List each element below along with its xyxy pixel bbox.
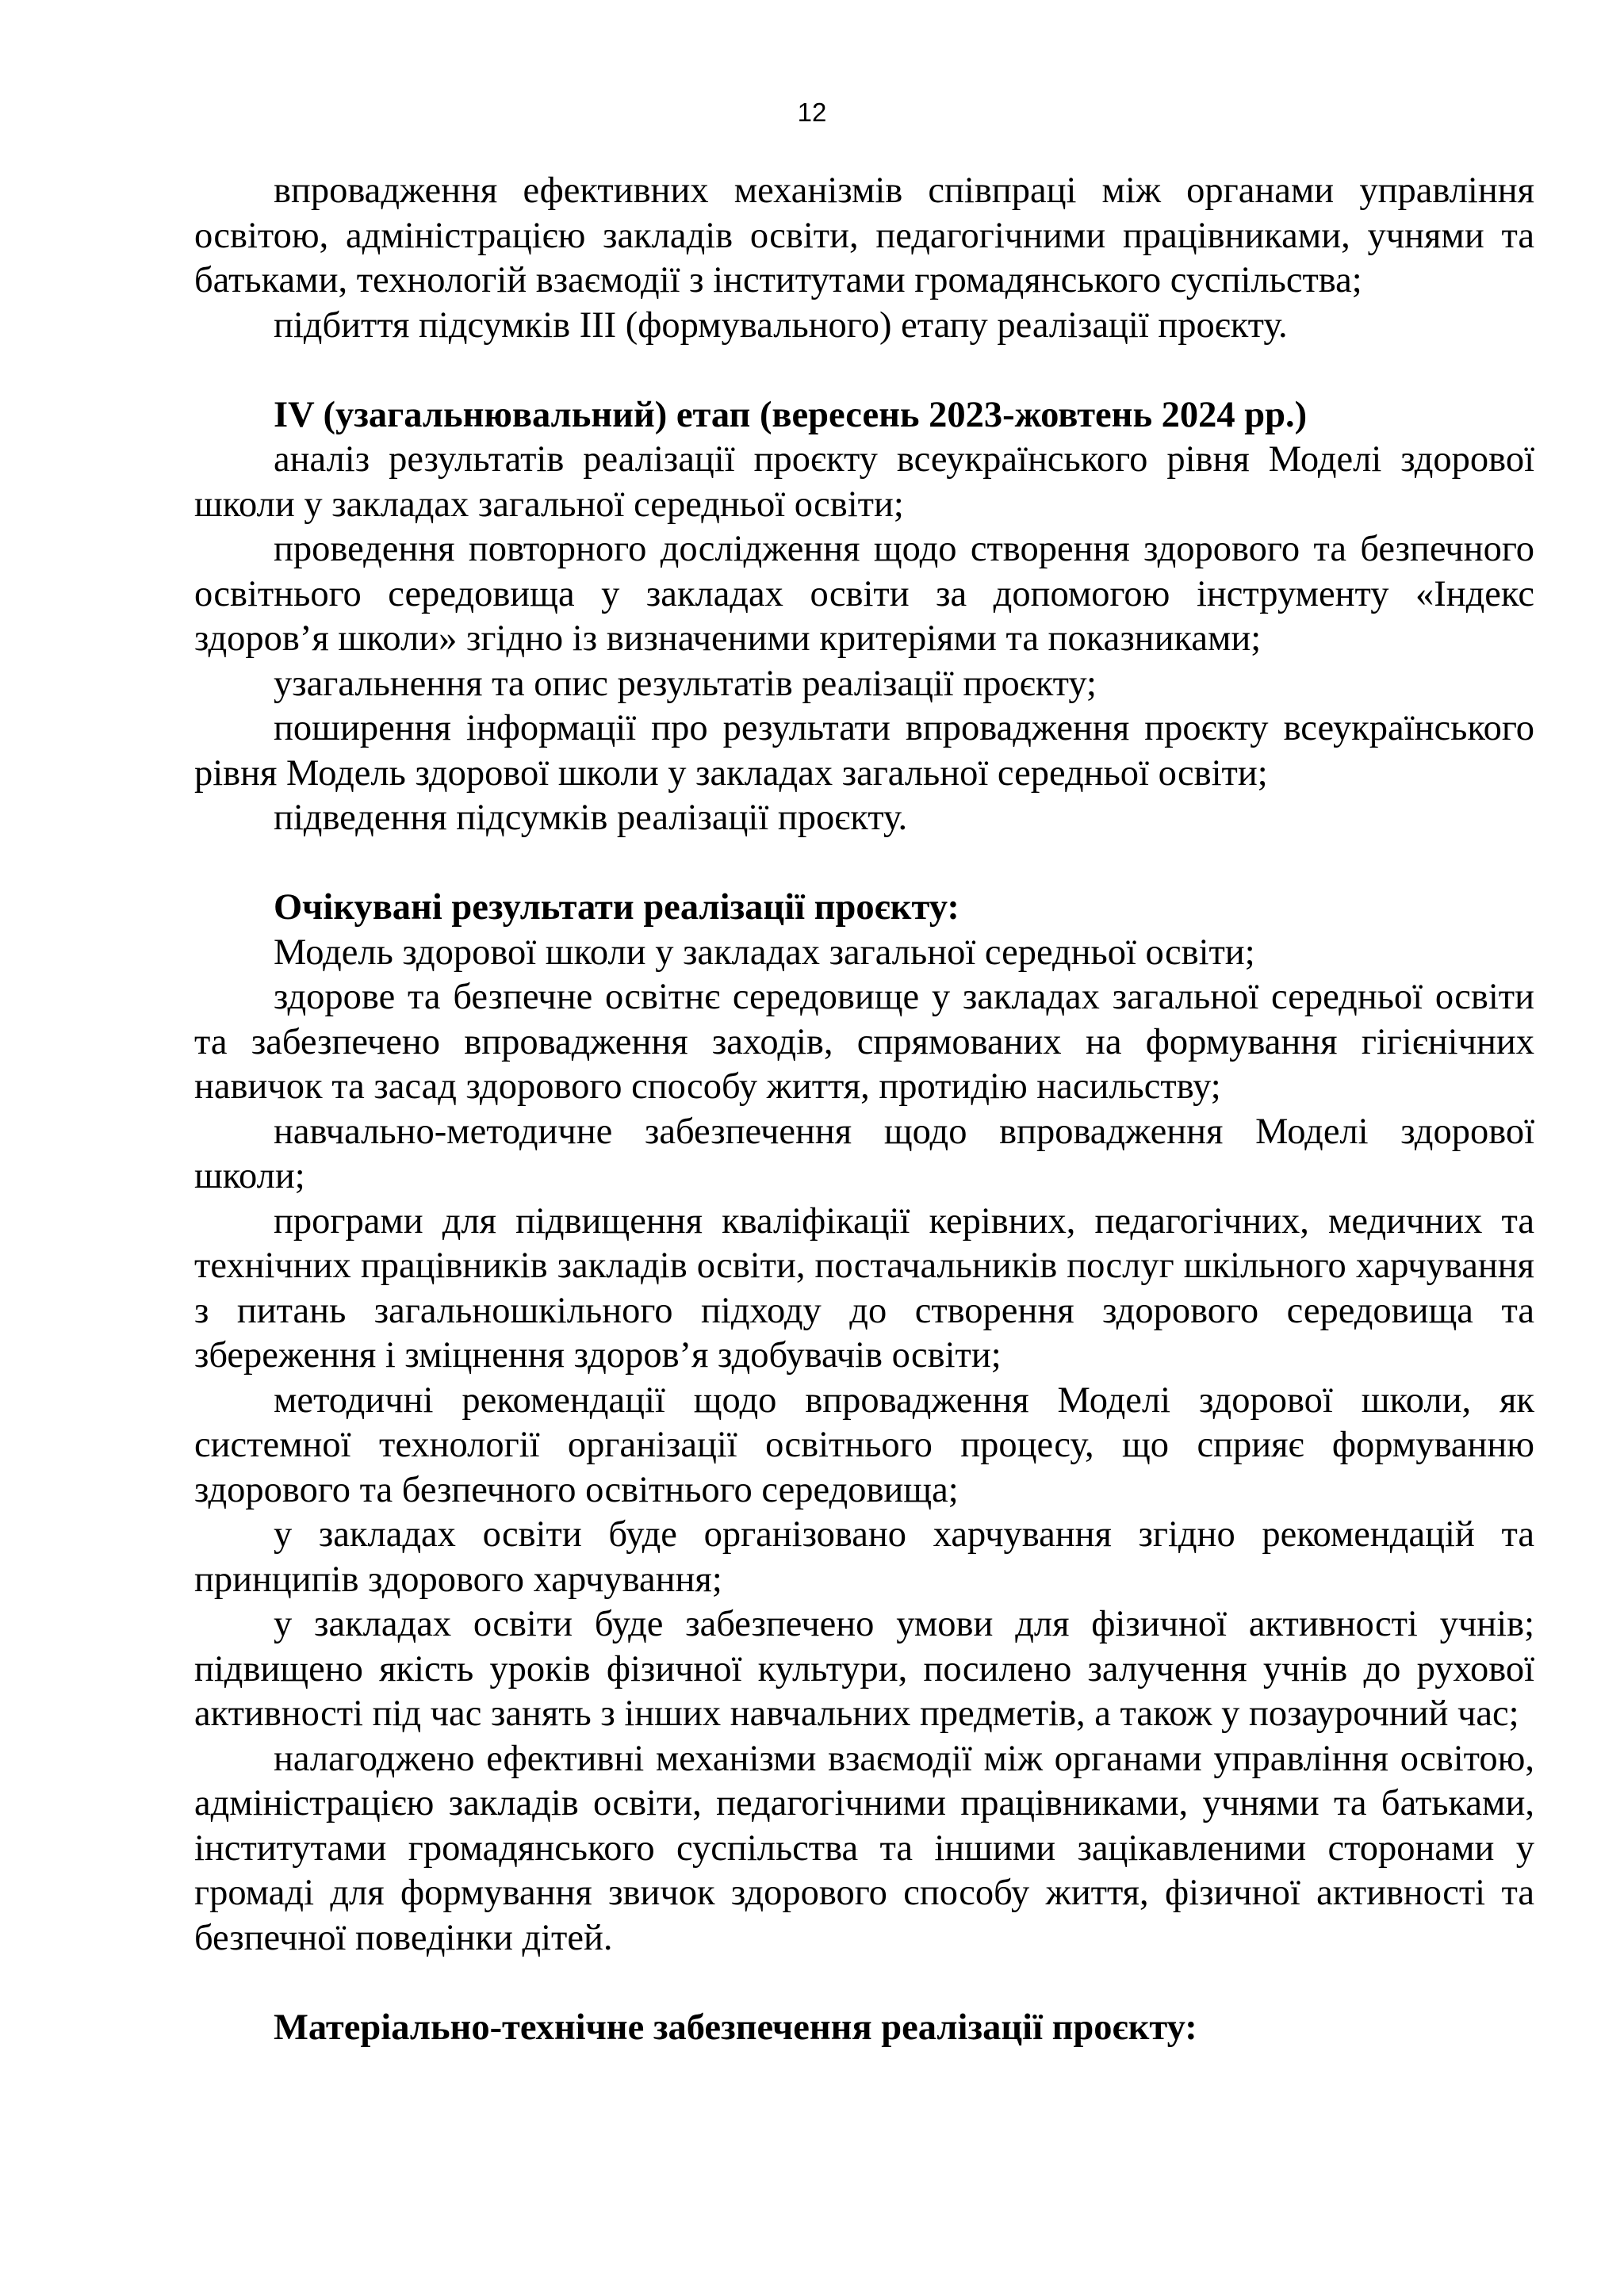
list-item: підведення підсумків реалізації проєкту. — [274, 798, 908, 838]
list-item: здорове та безпечне освітнє середовище у закладах загальної середньої освіти та забезпечено впровадження заходів, спрямованих на формування гігієнічних навичок та засад здорового способу життя, протидію насильству; — [194, 977, 1534, 1107]
list-item: аналіз результатів реалізації проєкту всеукраїнського рівня Моделі здорової школи у закладах загальної середньої освіти; — [194, 439, 1534, 525]
list-item: методичні рекомендації щодо впровадження Моделі здорової школи, як системної технології організації освітнього процесу, що сприяє формуванню здорового та безпечного освітнього середовища; — [194, 1380, 1534, 1510]
list-item: проведення повторного дослідження щодо створення здорового та безпечного освітнього середовища у закладах освіти за допомогою інструменту «Індекс здоров’я школи» згідно із визначеними критеріями та показниками; — [194, 529, 1534, 659]
document-body — [194, 169, 1534, 2050]
section-heading-material-support: Матеріально-технічне забезпечення реалізації проєкту: — [274, 2007, 1197, 2048]
list-item: навчально-методичне забезпечення щодо впровадження Моделі здорової школи; — [194, 1111, 1534, 1196]
page-number: 12 — [797, 98, 827, 127]
list-item: поширення інформації про результати впровадження проєкту всеукраїнського рівня Модель здорової школи у закладах загальної середньої освіти; — [194, 708, 1534, 794]
paragraph: підбиття підсумків ІІІ (формувального) етапу реалізації проєкту. — [274, 304, 1288, 346]
section-heading-stage-4: IV (узагальнювальний) етап (вересень 2023-жовтень 2024 рр.) — [274, 394, 1308, 435]
list-item: у закладах освіти буде забезпечено умови для фізичної активності учнів; підвищено якість уроків фізичної культури, посилено залучення учнів до рухової активності під час занять з інших навчальних предметів, а також у позаурочний час; — [194, 1604, 1534, 1734]
section-heading-expected-results: Очікувані результати реалізації проєкту: — [274, 887, 959, 928]
list-item: у закладах освіти буде організовано харчування згідно рекомендацій та принципів здорового харчування; — [194, 1514, 1534, 1600]
list-item: налагоджено ефективні механізми взаємодії між органами управління освітою, адміністрацією закладів освіти, педагогічними працівниками, учнями та батьками, інститутами громадянського суспільства та іншими зацікавленими сторонами у громаді для формування звичок здорового способу життя, фізичної активності та безпечної поведінки дітей. — [194, 1738, 1534, 1958]
paragraph-spacer — [194, 1961, 1534, 2006]
paragraph-spacer — [194, 841, 1534, 886]
list-item: програми для підвищення кваліфікації керівних, педагогічних, медичних та технічних працівників закладів освіти, постачальників послуг шкільного харчування з питань загальношкільного підходу до створення здорового середовища та збереження і зміцнення здоров’я здобувачів освіти; — [194, 1200, 1534, 1376]
paragraph: впровадження ефективних механізмів співпраці між органами управління освітою, адміністрацією закладів освіти, педагогічними працівниками, учнями та батьками, технологій взаємодії з інститутами громадянського суспільства; — [194, 170, 1534, 300]
list-item: узагальнення та опис результатів реалізації проєкту; — [274, 663, 1097, 704]
list-item: Модель здорової школи у закладах загальної середньої освіти; — [274, 932, 1255, 973]
paragraph-spacer — [194, 348, 1534, 393]
